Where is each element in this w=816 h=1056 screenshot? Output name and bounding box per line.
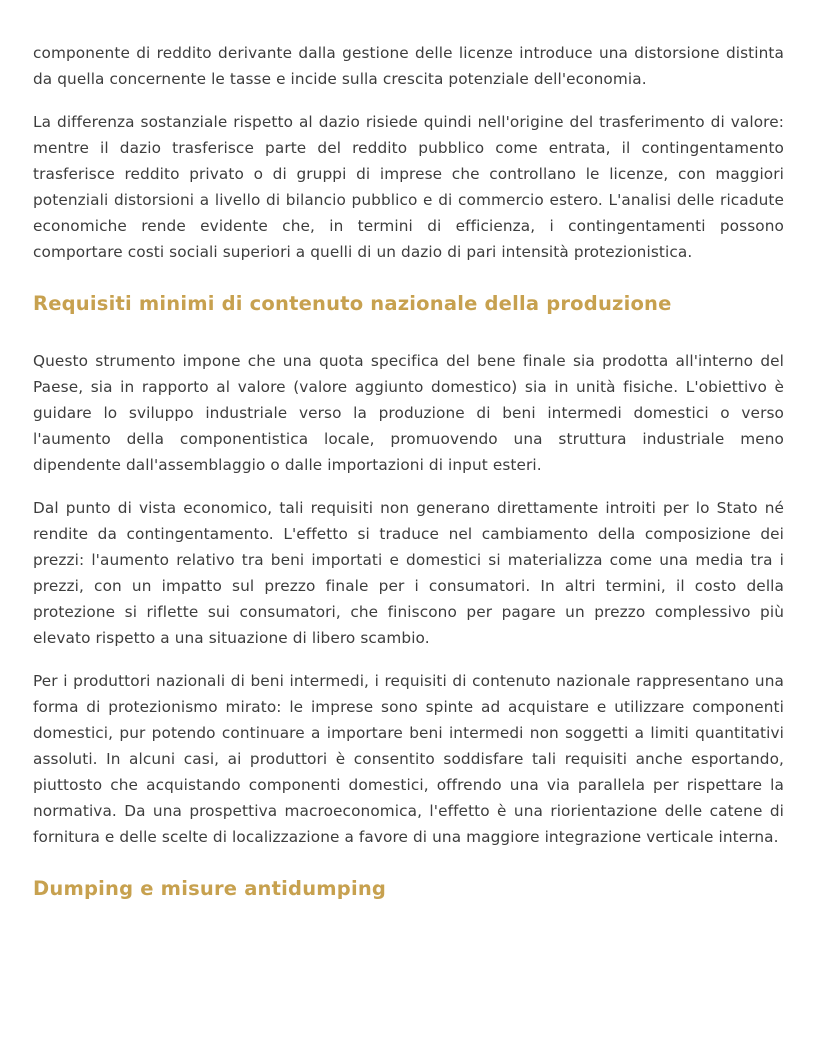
paragraph-licenze-distorsione: componente di reddito derivante dalla gestione delle licenze introduce una distorsione distinta da quella concernente le tasse e incide sulla crescita potenziale dell'economia. [33, 44, 784, 88]
paragraph-differenza-dazio: La differenza sostanziale rispetto al dazio risiede quindi nell'origine del trasferimento di valore: mentre il dazio trasferisce parte del reddito pubblico come entrata, il contingentamento trasferisce reddito privato o di gruppi di imprese che controllano le licenze, con maggiori potenziali distorsioni a livello di bilancio pubblico e di commercio estero. L'analisi delle ricadute economiche rende evidente che, in termini di efficienza, i contingentamenti possono comportare costi sociali superiori a quelli di un dazio di pari intensità protezionistica. [33, 113, 784, 261]
paragraph-quota-specifica: Questo strumento impone che una quota specifica del bene finale sia prodotta all'interno del Paese, sia in rapporto al valore (valore aggiunto domestico) sia in unità fisiche. L'obiettivo è guidare lo sviluppo industriale verso la produzione di beni intermedi domestici o verso l'aumento della componentistica locale, promuovendo una struttura industriale meno dipendente dall'assemblaggio o dalle importazioni di input esteri. [33, 352, 784, 474]
paragraph-punto-di-vista-economico: Dal punto di vista economico, tali requisiti non generano direttamente introiti per lo Stato né rendite da contingentamento. L'effetto si traduce nel cambiamento della composizione dei prezzi: l'aumento relativo tra beni importati e domestici si materializza come una media tra i prezzi, con un impatto sul prezzo finale per i consumatori. In altri termini, il costo della protezione si riflette sui consumatori, che finiscono per pagare un prezzo complessivo più elevato rispetto a una situazione di libero scambio. [33, 499, 784, 647]
section-heading-dumping: Dumping e misure antidumping [33, 877, 387, 900]
section-heading-requisiti-minimi: Requisiti minimi di contenuto nazionale della produzione [33, 292, 672, 315]
paragraph-produttori-nazionali: Per i produttori nazionali di beni intermedi, i requisiti di contenuto nazionale rappresentano una forma di protezionismo mirato: le imprese sono spinte ad acquistare e utilizzare componenti domestici, pur potendo continuare a importare beni intermedi non soggetti a limiti quantitativi assoluti. In alcuni casi, ai produttori è consentito soddisfare tali requisiti anche esportando, piuttosto che acquistando componenti domestici, offrendo una via parallela per rispettare la normativa. Da una prospettiva macroeconomica, l'effetto è una riorientazione delle catene di fornitura e delle scelte di localizzazione a favore di una maggiore integrazione verticale interna. [33, 672, 784, 846]
